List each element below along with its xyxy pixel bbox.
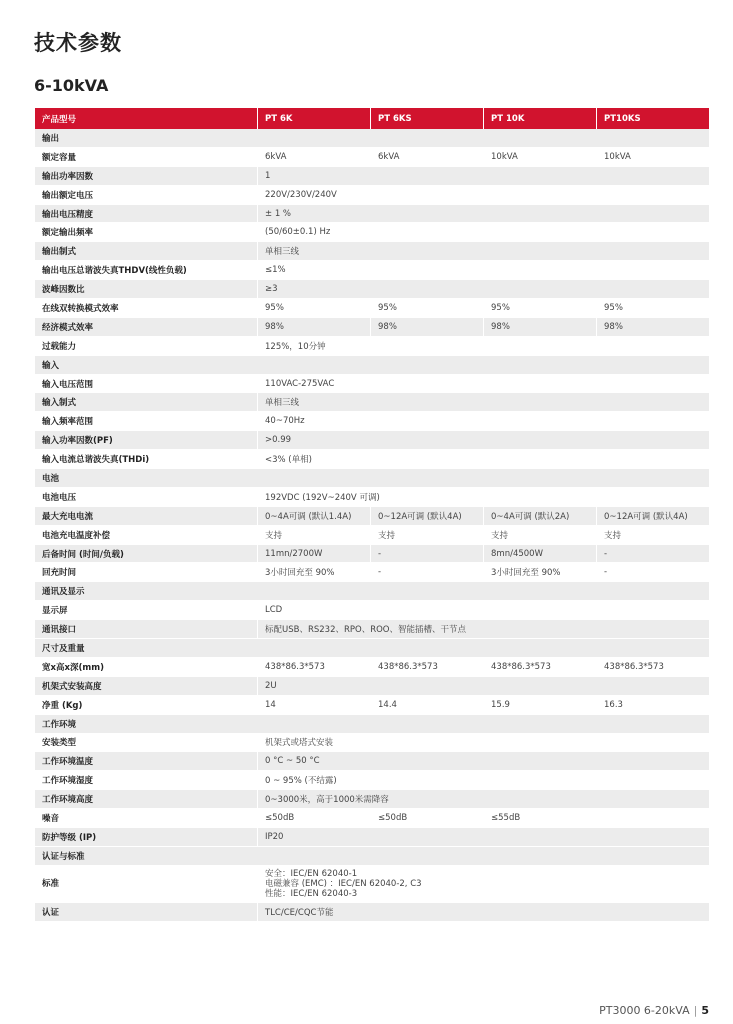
- table-row: [35, 412, 710, 431]
- group-row: [35, 582, 710, 601]
- table-row: [35, 809, 710, 828]
- table-row: [35, 526, 710, 545]
- row-value: 438*86.3*573: [371, 658, 484, 677]
- table-row: [35, 545, 710, 564]
- spec-table: [35, 108, 710, 922]
- row-value: 0~12A可调 (默认4A): [371, 507, 484, 526]
- row-value: 16.3: [597, 696, 710, 715]
- table-row: [35, 563, 710, 582]
- group-row: [35, 356, 710, 375]
- row-value: 438*86.3*573: [597, 658, 710, 677]
- row-value: -: [597, 545, 710, 564]
- row-label: 工作环境温度: [35, 752, 258, 771]
- row-value: [258, 866, 710, 903]
- row-value: ± 1 %: [258, 205, 710, 224]
- row-label: 输入制式: [35, 393, 258, 412]
- row-label: 最大充电电流: [35, 507, 258, 526]
- row-label: 输出电压总谐波失真THDV(线性负载): [35, 261, 258, 280]
- page-title: 技术参数: [34, 31, 122, 55]
- row-label: 经济模式效率: [35, 318, 258, 337]
- group-label: 输入: [35, 356, 710, 375]
- row-value: 0 ~ 95% (不结露): [258, 771, 710, 790]
- row-value: 220V/230V/240V: [258, 186, 710, 205]
- table-row: [35, 771, 710, 790]
- table-row: [35, 299, 710, 318]
- row-label: 输入电压范围: [35, 375, 258, 394]
- row-value: 3小时回充至 90%: [258, 563, 371, 582]
- row-label: 工作环境湿度: [35, 771, 258, 790]
- header-pt6ks: PT 6KS: [371, 108, 484, 129]
- table-row: [35, 450, 710, 469]
- table-row: [35, 658, 710, 677]
- row-label: 输出制式: [35, 242, 258, 261]
- row-value: 0~4A可调 (默认2A): [484, 507, 597, 526]
- group-label: 通讯及显示: [35, 582, 710, 601]
- table-row: [35, 375, 710, 394]
- group-row: [35, 847, 710, 866]
- row-value: -: [371, 563, 484, 582]
- row-value: 0~12A可调 (默认4A): [597, 507, 710, 526]
- row-value: 支持: [258, 526, 371, 545]
- row-value: 8mn/4500W: [484, 545, 597, 564]
- row-value: 支持: [597, 526, 710, 545]
- page-footer: [599, 1004, 709, 1017]
- row-value: 1: [258, 167, 710, 186]
- row-value: 2U: [258, 677, 710, 696]
- group-label: 尺寸及重量: [35, 639, 710, 658]
- table-row: [35, 677, 710, 696]
- row-value: 支持: [484, 526, 597, 545]
- row-value: 98%: [597, 318, 710, 337]
- row-value: 438*86.3*573: [258, 658, 371, 677]
- row-label: 工作环境高度: [35, 790, 258, 809]
- row-label: 输出功率因数: [35, 167, 258, 186]
- row-value: >0.99: [258, 431, 710, 450]
- row-value: 6kVA: [258, 148, 371, 167]
- row-value: 15.9: [484, 696, 597, 715]
- section-title: 6-10kVA: [34, 76, 109, 95]
- table-row: [35, 866, 710, 903]
- table-row: [35, 734, 710, 753]
- row-value: 110VAC-275VAC: [258, 375, 710, 394]
- row-value: 438*86.3*573: [484, 658, 597, 677]
- row-value: 14.4: [371, 696, 484, 715]
- row-value: LCD: [258, 601, 710, 620]
- header-pt10k: PT 10K: [484, 108, 597, 129]
- group-label: 认证与标准: [35, 847, 710, 866]
- row-value: (50/60±0.1) Hz: [258, 223, 710, 242]
- table-row: [35, 186, 710, 205]
- table-row: [35, 790, 710, 809]
- row-value: ≤1%: [258, 261, 710, 280]
- row-label: 输出电压精度: [35, 205, 258, 224]
- row-label: 通讯接口: [35, 620, 258, 639]
- row-value: 0~4A可调 (默认1.4A): [258, 507, 371, 526]
- row-label: 机架式安装高度: [35, 677, 258, 696]
- row-label: 噪音: [35, 809, 258, 828]
- row-label: 显示屏: [35, 601, 258, 620]
- row-value: 10kVA: [484, 148, 597, 167]
- table-row: [35, 620, 710, 639]
- row-value: 95%: [371, 299, 484, 318]
- group-label: 工作环境: [35, 715, 710, 734]
- row-value: TLC/CE/CQC节能: [258, 903, 710, 922]
- row-label: 额定容量: [35, 148, 258, 167]
- row-label: 输入功率因数(PF): [35, 431, 258, 450]
- row-value: 3小时回充至 90%: [484, 563, 597, 582]
- row-value: 0~3000米，高于1000米需降容: [258, 790, 710, 809]
- table-row: [35, 828, 710, 847]
- table-row: [35, 205, 710, 224]
- row-value: 单相三线: [258, 242, 710, 261]
- row-value: 95%: [258, 299, 371, 318]
- row-value: IP20: [258, 828, 710, 847]
- row-label: 回充时间: [35, 563, 258, 582]
- table-row: [35, 242, 710, 261]
- table-row: [35, 393, 710, 412]
- row-value: 125%，10分钟: [258, 337, 710, 356]
- row-label: 标准: [35, 866, 258, 903]
- row-value: 14: [258, 696, 371, 715]
- table-row: [35, 167, 710, 186]
- row-value: <3% (单相): [258, 450, 710, 469]
- table-row: [35, 261, 710, 280]
- table-row: [35, 903, 710, 922]
- table-row: [35, 488, 710, 507]
- footer-product: PT3000 6-20kVA: [599, 1004, 690, 1017]
- row-value: 95%: [597, 299, 710, 318]
- table-row: [35, 148, 710, 167]
- row-value: -: [597, 563, 710, 582]
- row-label: 安装类型: [35, 734, 258, 753]
- row-value: 11mn/2700W: [258, 545, 371, 564]
- group-row: [35, 639, 710, 658]
- row-label: 波峰因数比: [35, 280, 258, 299]
- row-value: ≥3: [258, 280, 710, 299]
- group-row: [35, 715, 710, 734]
- table-row: [35, 431, 710, 450]
- group-label: 输出: [35, 129, 710, 148]
- table-row: [35, 507, 710, 526]
- row-value: 机架式或塔式安装: [258, 734, 710, 753]
- table-row: [35, 223, 710, 242]
- row-value: -: [371, 545, 484, 564]
- table-row: [35, 318, 710, 337]
- table-row: [35, 752, 710, 771]
- row-value: 支持: [371, 526, 484, 545]
- row-value: ≤50dB: [258, 809, 371, 828]
- header-model: 产品型号: [35, 108, 258, 129]
- row-value: ≤55dB: [484, 809, 597, 828]
- row-label: 防护等级 (IP): [35, 828, 258, 847]
- row-label: 输入频率范围: [35, 412, 258, 431]
- header-pt10ks: PT10KS: [597, 108, 710, 129]
- row-label: 宽x高x深(mm): [35, 658, 258, 677]
- row-value: 6kVA: [371, 148, 484, 167]
- footer-separator: |: [693, 1004, 698, 1017]
- group-row: [35, 469, 710, 488]
- row-label: 过载能力: [35, 337, 258, 356]
- row-label: 电池电压: [35, 488, 258, 507]
- row-value: [597, 809, 710, 828]
- value-line: 性能：IEC/EN 62040-3: [265, 888, 358, 899]
- row-value: 192VDC (192V~240V 可调): [258, 488, 710, 507]
- row-label: 输出额定电压: [35, 186, 258, 205]
- page-number: 5: [701, 1004, 709, 1017]
- row-value: 98%: [371, 318, 484, 337]
- row-value: 98%: [484, 318, 597, 337]
- row-value: 单相三线: [258, 393, 710, 412]
- group-row: [35, 129, 710, 148]
- table-row: [35, 696, 710, 715]
- row-value: 40~70Hz: [258, 412, 710, 431]
- header-pt6k: PT 6K: [258, 108, 371, 129]
- row-label: 后备时间 (时间/负载): [35, 545, 258, 564]
- group-label: 电池: [35, 469, 710, 488]
- row-value: 0 °C ~ 50 °C: [258, 752, 710, 771]
- row-value: 10kVA: [597, 148, 710, 167]
- table-row: [35, 337, 710, 356]
- value-line: 电磁兼容 (EMC) ：IEC/EN 62040-2, C3: [265, 878, 422, 889]
- row-value: 95%: [484, 299, 597, 318]
- row-label: 电池充电温度补偿: [35, 526, 258, 545]
- row-value: 98%: [258, 318, 371, 337]
- row-value: ≤50dB: [371, 809, 484, 828]
- row-value: 标配USB、RS232、RPO、ROO、智能插槽、干节点: [258, 620, 710, 639]
- row-label: 净重 (Kg): [35, 696, 258, 715]
- table-row: [35, 280, 710, 299]
- row-label: 额定输出频率: [35, 223, 258, 242]
- table-header-row: [35, 108, 710, 129]
- table-row: [35, 601, 710, 620]
- row-label: 输入电流总谐波失真(THDi): [35, 450, 258, 469]
- value-line: 安全：IEC/EN 62040-1: [265, 868, 358, 879]
- row-label: 认证: [35, 903, 258, 922]
- spec-table-body: [35, 129, 710, 922]
- row-label: 在线双转换模式效率: [35, 299, 258, 318]
